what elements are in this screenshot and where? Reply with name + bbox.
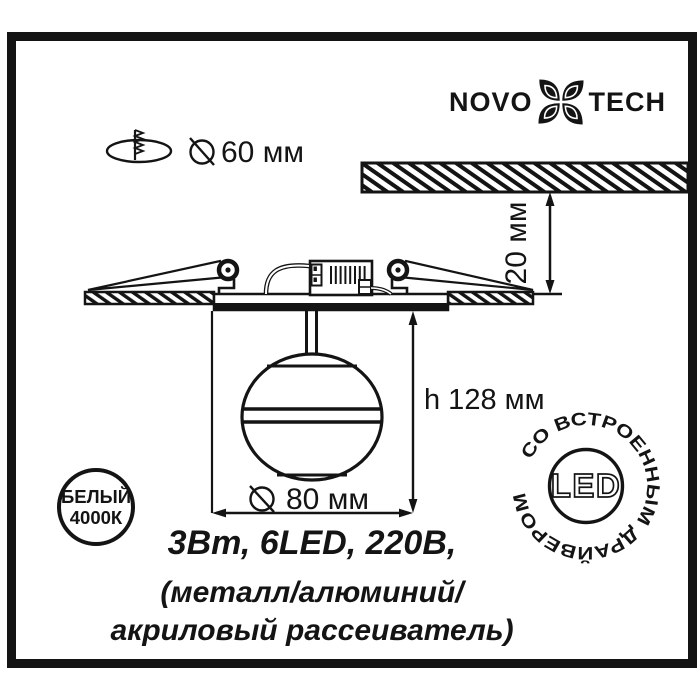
brand-name-left: NOVO	[449, 86, 533, 117]
cutout-diameter-label: 60 мм	[221, 136, 304, 169]
diameter-icon-60	[190, 138, 214, 165]
color-temp-name: БЕЛЫЙ	[60, 486, 132, 507]
novotech-flower-icon	[535, 72, 587, 132]
diameter-icon-80	[250, 486, 274, 512]
power-spec: 3Вт, 6LED, 220В,	[167, 524, 457, 562]
height-label: h 128 мм	[424, 384, 545, 416]
glass-sphere	[242, 354, 382, 480]
color-temp-badge	[57, 468, 135, 546]
brand-name-right: TECH	[588, 86, 667, 117]
height-dimension	[409, 311, 418, 513]
supply-wire	[266, 265, 309, 294]
left-spring-clip	[88, 261, 227, 290]
led-badge-ring-text: СО ВСТРОЕННЫМ ДРАЙВЕРОМ	[509, 408, 664, 564]
color-temp-kelvin: 4000К	[69, 507, 123, 528]
led-badge-label: LED	[550, 467, 622, 504]
product-specs	[92, 524, 532, 648]
materials-spec-line2: акриловый рассеиватель)	[110, 614, 514, 647]
led-driver-badge	[500, 400, 672, 572]
body-diameter-label: 80 мм	[286, 483, 369, 516]
materials-spec-line1: (металл/алюминий/	[160, 576, 464, 609]
cutout-hole-icon	[107, 130, 171, 162]
brand-logo	[449, 72, 666, 132]
recess-depth-label: 20 мм	[500, 201, 533, 285]
